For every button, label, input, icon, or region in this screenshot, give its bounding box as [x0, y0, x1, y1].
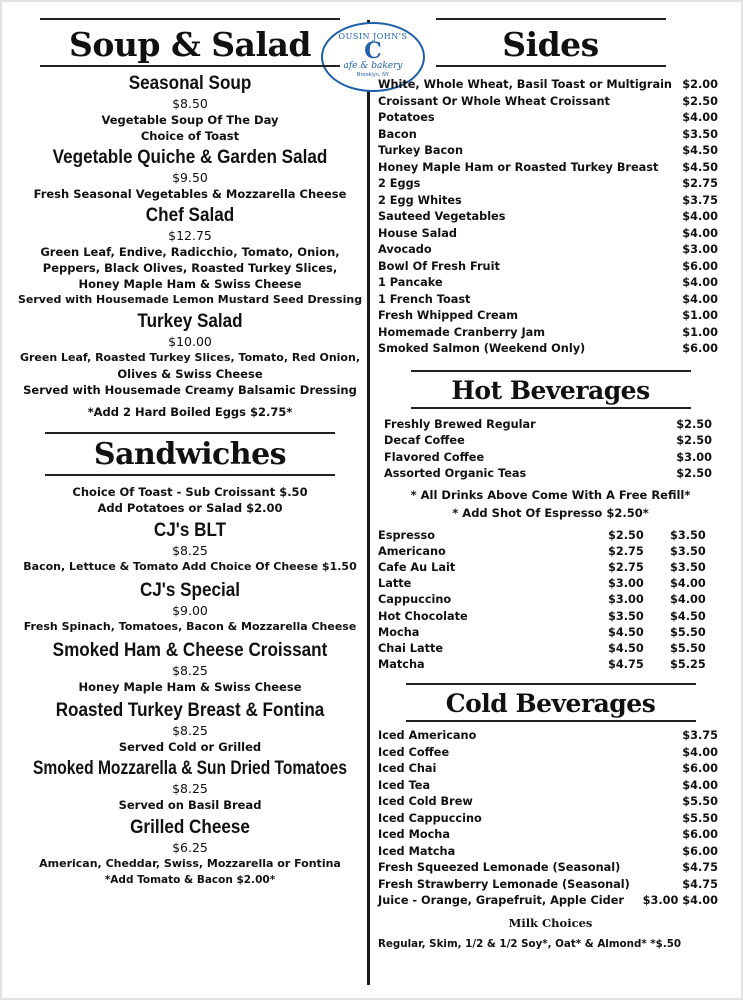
item-desc: Choice of Toast	[140, 129, 240, 143]
item-price: $8.50	[172, 96, 208, 111]
row-price: $2.50	[682, 94, 718, 108]
menu-row	[378, 844, 718, 861]
hot-bev-bottom-rule	[411, 407, 691, 409]
row-price: $6.00	[682, 844, 718, 858]
item-price: $6.25	[172, 840, 208, 855]
menu-row	[378, 193, 718, 210]
espresso-row	[378, 528, 718, 544]
menu-row	[378, 292, 718, 309]
blt-item	[18, 520, 362, 575]
item-desc: Bacon, Lettuce & Tomato Add Choice Of Cheese $1.50	[23, 560, 357, 573]
row-price-small: $2.75	[608, 544, 644, 558]
item-title: Vegetable Quiche & Garden Salad	[52, 147, 328, 168]
hot-beverages-list	[384, 417, 712, 483]
row-name: Decaf Coffee	[384, 434, 465, 447]
espresso-row	[378, 560, 718, 576]
turkey-salad-item	[18, 311, 362, 398]
espresso-list	[378, 528, 718, 674]
item-desc: Served with Housemade Lemon Mustard Seed Dressing	[18, 293, 363, 306]
chef-salad-item	[18, 205, 362, 308]
row-price-small: $4.75	[608, 658, 644, 672]
row-price-large: $3.50	[670, 560, 706, 574]
row-name: Matcha	[378, 658, 425, 672]
menu-row	[384, 466, 712, 483]
menu-row	[378, 728, 718, 745]
milk-choices-line: Regular, Skim, 1/2 & 1/2 Soy*, Oat* & Almond* *$.50	[378, 937, 682, 950]
item-title: Grilled Cheese	[130, 817, 250, 838]
espresso-row	[378, 609, 718, 625]
item-desc: American, Cheddar, Swiss, Mozzarella or Fontina	[39, 857, 341, 870]
row-name: Latte	[378, 577, 412, 591]
item-desc: Honey Maple Ham & Swiss Cheese	[78, 680, 302, 694]
menu-row	[384, 450, 712, 467]
left-column	[18, 18, 362, 888]
row-price: $3.75	[682, 193, 718, 207]
row-price: $1.00	[682, 309, 718, 322]
menu-row	[378, 209, 718, 226]
grilled-cheese-item	[18, 817, 362, 888]
row-name: Hot Chocolate	[378, 609, 468, 623]
row-price-large: $5.50	[670, 641, 706, 655]
row-name: Fresh Squeezed Lemonade (Seasonal)	[378, 861, 621, 875]
row-name: House Salad	[378, 226, 457, 240]
hot-beverages-heading: Hot Beverages	[451, 375, 650, 405]
row-price: $3.75	[682, 729, 718, 743]
column-divider	[367, 20, 370, 985]
item-title: Smoked Ham & Cheese Croissant	[52, 640, 328, 661]
eggs-addon: *Add 2 Hard Boiled Eggs $2.75*	[87, 405, 293, 419]
espresso-row	[378, 592, 718, 608]
item-desc: Served Cold or Grilled	[118, 740, 262, 754]
row-name: Turkey Bacon	[378, 144, 463, 157]
row-price: $3.50	[682, 127, 718, 141]
row-name: 2 Egg Whites	[378, 193, 462, 207]
row-price: $4.00	[682, 292, 718, 306]
row-name: Iced Mocha	[378, 828, 450, 842]
menu-row	[378, 94, 718, 111]
item-title: Roasted Turkey Breast & Fontina	[55, 700, 325, 721]
logo-line-3: afe & bakery	[343, 61, 403, 71]
row-name: Iced Matcha	[378, 844, 456, 858]
sandwiches-bottom-rule	[45, 474, 335, 476]
row-name: 1 Pancake	[378, 276, 443, 289]
menu-row	[378, 860, 718, 877]
menu-row	[378, 275, 718, 292]
sides-top-rule	[436, 18, 666, 20]
row-name: Avocado	[378, 243, 432, 256]
menu-row	[378, 176, 718, 193]
menu-row	[378, 110, 718, 127]
item-title: Smoked Mozzarella & Sun Dried Tomatoes	[33, 758, 347, 779]
refill-note: * All Drinks Above Come With A Free Refill*	[410, 487, 691, 502]
row-price: $3.00	[682, 243, 718, 256]
row-name: Honey Maple Ham or Roasted Turkey Breast	[378, 160, 659, 174]
turkey-fontina-item	[18, 700, 362, 755]
menu-row	[378, 325, 718, 342]
row-name: Smoked Salmon (Weekend Only)	[378, 342, 586, 355]
row-price: $6.00	[682, 762, 718, 776]
row-price-small: $3.00	[608, 593, 644, 607]
menu-row	[378, 877, 718, 894]
row-price-small: $4.50	[608, 625, 644, 639]
row-price-small: $3.50	[608, 609, 644, 623]
espresso-row	[378, 625, 718, 641]
hot-bev-top-rule	[411, 370, 691, 372]
row-price: $6.00	[682, 259, 718, 273]
row-name: Americano	[378, 544, 446, 558]
row-name: Cafe Au Lait	[378, 560, 456, 574]
menu-row	[384, 417, 712, 434]
row-name: Espresso	[378, 528, 435, 542]
row-price-large: $5.25	[670, 658, 706, 672]
soup-salad-heading: Soup & Salad	[69, 25, 311, 64]
logo-line-1: OUSIN JOHN'S	[338, 32, 408, 41]
menu-row	[378, 226, 718, 243]
item-price: $8.25	[172, 723, 208, 738]
cold-bev-top-rule	[406, 683, 696, 685]
row-name: Sauteed Vegetables	[378, 210, 506, 223]
row-price: $4.50	[682, 144, 718, 157]
special-item	[18, 580, 362, 635]
row-price: $6.00	[682, 828, 718, 842]
sides-list	[378, 77, 718, 358]
soup-salad-top-rule	[40, 18, 340, 20]
espresso-row	[378, 641, 718, 657]
sandwiches-heading: Sandwiches	[93, 437, 287, 472]
milk-choices-heading: Milk Choices	[508, 915, 593, 930]
row-price: $5.50	[682, 795, 718, 809]
row-price: $3.00 $4.00	[642, 894, 718, 908]
sides-heading: Sides	[502, 25, 599, 64]
row-price: $2.50	[676, 434, 712, 447]
logo-line-4: Brooklyn, NY	[357, 72, 389, 78]
row-name: Croissant Or Whole Wheat Croissant	[378, 94, 610, 108]
row-price: $4.00	[682, 276, 718, 289]
row-price-large: $3.50	[670, 544, 706, 558]
row-name: 1 French Toast	[378, 292, 471, 306]
mozzarella-item	[18, 758, 362, 813]
menu-row	[378, 242, 718, 259]
row-name: Iced Americano	[378, 729, 477, 743]
menu-row	[378, 308, 718, 325]
row-price-large: $4.00	[670, 593, 706, 607]
item-price: $9.50	[172, 170, 208, 185]
cold-beverages-heading: Cold Beverages	[445, 689, 656, 719]
espresso-row	[378, 657, 718, 673]
menu-row	[378, 259, 718, 276]
item-desc: Olives & Swiss Cheese	[117, 367, 263, 381]
menu-row	[378, 811, 718, 828]
menu-row	[378, 341, 718, 358]
row-price-small: $3.00	[608, 577, 644, 591]
menu-row	[378, 745, 718, 762]
row-price-small: $4.50	[608, 641, 644, 655]
row-price: $4.75	[682, 861, 718, 875]
row-price-small: $2.50	[608, 528, 644, 542]
row-name: Iced Chai	[378, 762, 437, 776]
row-name: Fresh Strawberry Lemonade (Seasonal)	[378, 877, 630, 891]
right-column	[378, 18, 723, 952]
row-price: $2.00	[682, 78, 718, 91]
item-title: CJ's Special	[139, 580, 241, 601]
item-desc: Peppers, Black Olives, Roasted Turkey Slices,	[42, 261, 338, 275]
item-price: $8.25	[172, 781, 208, 796]
menu-row	[378, 143, 718, 160]
menu-row	[378, 127, 718, 144]
row-price: $4.00	[682, 745, 718, 759]
row-name: Iced Coffee	[378, 745, 450, 759]
soup-item	[18, 73, 362, 144]
sandwich-intro: Choice Of Toast - Sub Croissant $.50	[72, 485, 308, 499]
row-price: $3.00	[676, 450, 712, 464]
row-name: Bowl Of Fresh Fruit	[378, 259, 500, 273]
item-desc: Honey Maple Ham & Swiss Cheese	[78, 277, 302, 291]
row-name: Juice - Orange, Grapefruit, Apple Cider	[378, 894, 624, 908]
soup-salad-bottom-rule	[40, 65, 340, 67]
menu-row	[384, 433, 712, 450]
item-price: $9.00	[172, 603, 208, 618]
row-price: $4.00	[682, 226, 718, 240]
item-desc: Fresh Spinach, Tomatoes, Bacon & Mozzarella Cheese	[23, 620, 357, 633]
row-price: $1.00	[682, 325, 718, 339]
row-price: $4.00	[682, 111, 718, 124]
row-price-small: $2.75	[608, 560, 644, 574]
sandwiches-top-rule	[45, 432, 335, 434]
item-desc: Fresh Seasonal Vegetables & Mozzarella Cheese	[33, 187, 347, 201]
row-name: Iced Cold Brew	[378, 795, 473, 809]
row-price: $6.00	[682, 342, 718, 355]
item-price: $8.25	[172, 663, 208, 678]
item-title: Turkey Salad	[137, 311, 243, 332]
row-price-large: $3.50	[670, 528, 706, 542]
row-name: Bacon	[378, 127, 417, 141]
logo-line-2: C	[364, 38, 382, 64]
row-price: $4.00	[682, 778, 718, 792]
row-price: $2.50	[676, 467, 712, 480]
row-name: Freshly Brewed Regular	[384, 417, 536, 431]
menu-row	[378, 160, 718, 177]
row-name: Cappuccino	[378, 593, 452, 607]
menu-row	[378, 778, 718, 795]
row-name: Mocha	[378, 625, 420, 639]
item-title: Chef Salad	[145, 205, 235, 226]
quiche-item	[18, 147, 362, 202]
sandwich-intro: Add Potatoes or Salad $2.00	[97, 501, 283, 515]
item-price: $12.75	[168, 228, 212, 243]
row-name: White, Whole Wheat, Basil Toast or Multigrain	[378, 78, 672, 91]
row-name: Fresh Whipped Cream	[378, 309, 519, 322]
item-title: Seasonal Soup	[128, 73, 252, 94]
row-name: Iced Cappuccino	[378, 811, 482, 825]
row-price: $4.50	[682, 160, 718, 174]
cold-beverages-list	[378, 728, 718, 910]
sides-bottom-rule	[436, 65, 666, 67]
menu-row	[378, 77, 718, 94]
item-desc: *Add Tomato & Bacon $2.00*	[104, 874, 276, 886]
row-name: Iced Tea	[378, 778, 431, 792]
row-price-large: $4.50	[670, 609, 706, 623]
cold-bev-bottom-rule	[406, 720, 696, 722]
item-desc: Served on Basil Bread	[118, 798, 262, 812]
row-name: Homemade Cranberry Jam	[378, 325, 546, 339]
row-price-large: $4.00	[670, 577, 706, 591]
espresso-shot-note: * Add Shot Of Espresso $2.50*	[452, 505, 649, 520]
menu-row	[378, 827, 718, 844]
row-price: $4.75	[682, 877, 718, 891]
row-price-large: $5.50	[670, 625, 706, 639]
item-desc: Green Leaf, Roasted Turkey Slices, Tomato, Red Onion,	[19, 351, 361, 364]
item-price: $10.00	[168, 334, 212, 349]
ham-croissant-item	[18, 640, 362, 695]
item-desc: Green Leaf, Endive, Radicchio, Tomato, Onion,	[40, 245, 340, 259]
menu-row	[378, 794, 718, 811]
row-name: Assorted Organic Teas	[384, 467, 527, 480]
row-price: $2.50	[676, 417, 712, 431]
item-desc: Vegetable Soup Of The Day	[101, 113, 279, 127]
item-price: $8.25	[172, 543, 208, 558]
espresso-row	[378, 576, 718, 592]
menu-row	[378, 761, 718, 778]
row-name: Potatoes	[378, 111, 435, 124]
row-price: $5.50	[682, 811, 718, 825]
item-desc: Served with Housemade Creamy Balsamic Dressing	[23, 383, 357, 397]
menu-row	[378, 893, 718, 910]
row-name: Flavored Coffee	[384, 450, 485, 464]
row-name: Chai Latte	[378, 641, 444, 655]
espresso-row	[378, 544, 718, 560]
row-price: $4.00	[682, 210, 718, 223]
row-name: 2 Eggs	[378, 177, 421, 190]
item-title: CJ's BLT	[153, 520, 227, 541]
row-price: $2.75	[682, 177, 718, 190]
